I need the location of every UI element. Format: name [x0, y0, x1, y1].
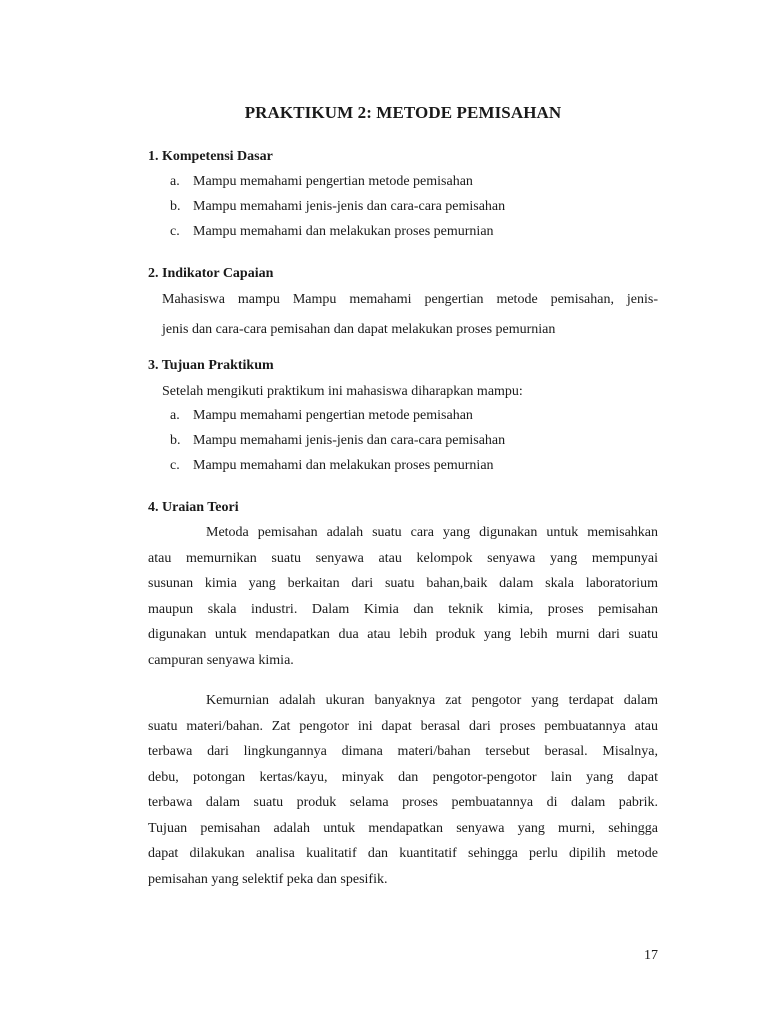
list-item-text: Mampu memahami jenis-jenis dan cara-cara pemisahan [193, 199, 506, 214]
paragraph-line: Metoda pemisahan adalah suatu cara yang digunakan untuk memisahkan [206, 525, 658, 540]
list-item-text: Mampu memahami dan melakukan proses pemurnian [193, 458, 494, 473]
paragraph-line: terbawa dari lingkungannya dimana materi/bahan tersebut berasal. Misalnya, [148, 744, 658, 759]
list-item [170, 219, 505, 244]
section-heading-uraian: 4. Uraian Teori [148, 500, 239, 515]
paragraph-line: suatu materi/bahan. Zat pengotor ini dapat berasal dari proses pembuatannya atau [148, 718, 658, 734]
list-item [170, 169, 505, 194]
indikator-paragraph [162, 285, 658, 345]
paragraph-line: digunakan untuk mendapatkan dua atau lebih produk yang lebih murni dari suatu [148, 627, 658, 642]
list-item [170, 428, 505, 453]
paragraph-line: Tujuan pemisahan adalah untuk mendapatkan senyawa yang murni, sehingga [148, 820, 658, 836]
section-heading-indikator: 2. Indikator Capaian [148, 266, 274, 281]
list-item [170, 194, 505, 219]
kompetensi-list [170, 169, 505, 244]
list-item [170, 453, 505, 478]
list-marker: b. [170, 433, 181, 448]
paragraph-line: dapat dilakukan analisa kualitatif dan kuantitatif sehingga perlu dipilih metode [148, 846, 658, 861]
section-heading-tujuan: 3. Tujuan Praktikum [148, 358, 274, 373]
paragraph-line: jenis dan cara-cara pemisahan dan dapat melakukan proses pemurnian [162, 322, 556, 337]
paragraph-line: pemisahan yang selektif peka dan spesifik. [148, 871, 388, 887]
list-marker: a. [170, 408, 180, 423]
tujuan-intro: Setelah mengikuti praktikum ini mahasiswa diharapkan mampu: [162, 384, 523, 399]
page-title: PRAKTIKUM 2: METODE PEMISAHAN [244, 103, 562, 122]
paragraph-line: susunan kimia yang berkaitan dari suatu bahan,baik dalam skala laboratorium [148, 576, 658, 591]
uraian-paragraph-1 [148, 520, 658, 673]
paragraph-line: campuran senyawa kimia. [148, 652, 294, 668]
list-marker: b. [170, 199, 181, 214]
paragraph-line: atau memurnikan suatu senyawa atau kelompok senyawa yang mempunyai [148, 550, 658, 566]
document-page [148, 0, 658, 1024]
list-marker: a. [170, 174, 180, 189]
list-marker: c. [170, 458, 180, 473]
page-number: 17 [644, 948, 658, 963]
list-item-text: Mampu memahami dan melakukan proses pemurnian [193, 224, 494, 239]
list-item-text: Mampu memahami pengertian metode pemisahan [193, 408, 473, 423]
paragraph-line: Kemurnian adalah ukuran banyaknya zat pengotor yang terdapat dalam [206, 693, 658, 708]
paragraph-line: terbawa dalam suatu produk selama proses pembuatannya di dalam pabrik. [148, 795, 658, 810]
paragraph-line: Mahasiswa mampu Mampu memahami pengertian metode pemisahan, jenis- [162, 292, 658, 307]
uraian-paragraph-2 [148, 688, 658, 892]
paragraph-line: debu, potongan kertas/kayu, minyak dan pengotor-pengotor lain yang dapat [148, 769, 658, 785]
list-marker: c. [170, 224, 180, 239]
list-item [170, 403, 505, 428]
tujuan-list [170, 403, 505, 478]
paragraph-line: maupun skala industri. Dalam Kimia dan teknik kimia, proses pemisahan [148, 601, 658, 617]
list-item-text: Mampu memahami jenis-jenis dan cara-cara pemisahan [193, 433, 506, 448]
list-item-text: Mampu memahami pengertian metode pemisahan [193, 174, 473, 189]
section-heading-kompetensi: 1. Kompetensi Dasar [148, 149, 273, 164]
